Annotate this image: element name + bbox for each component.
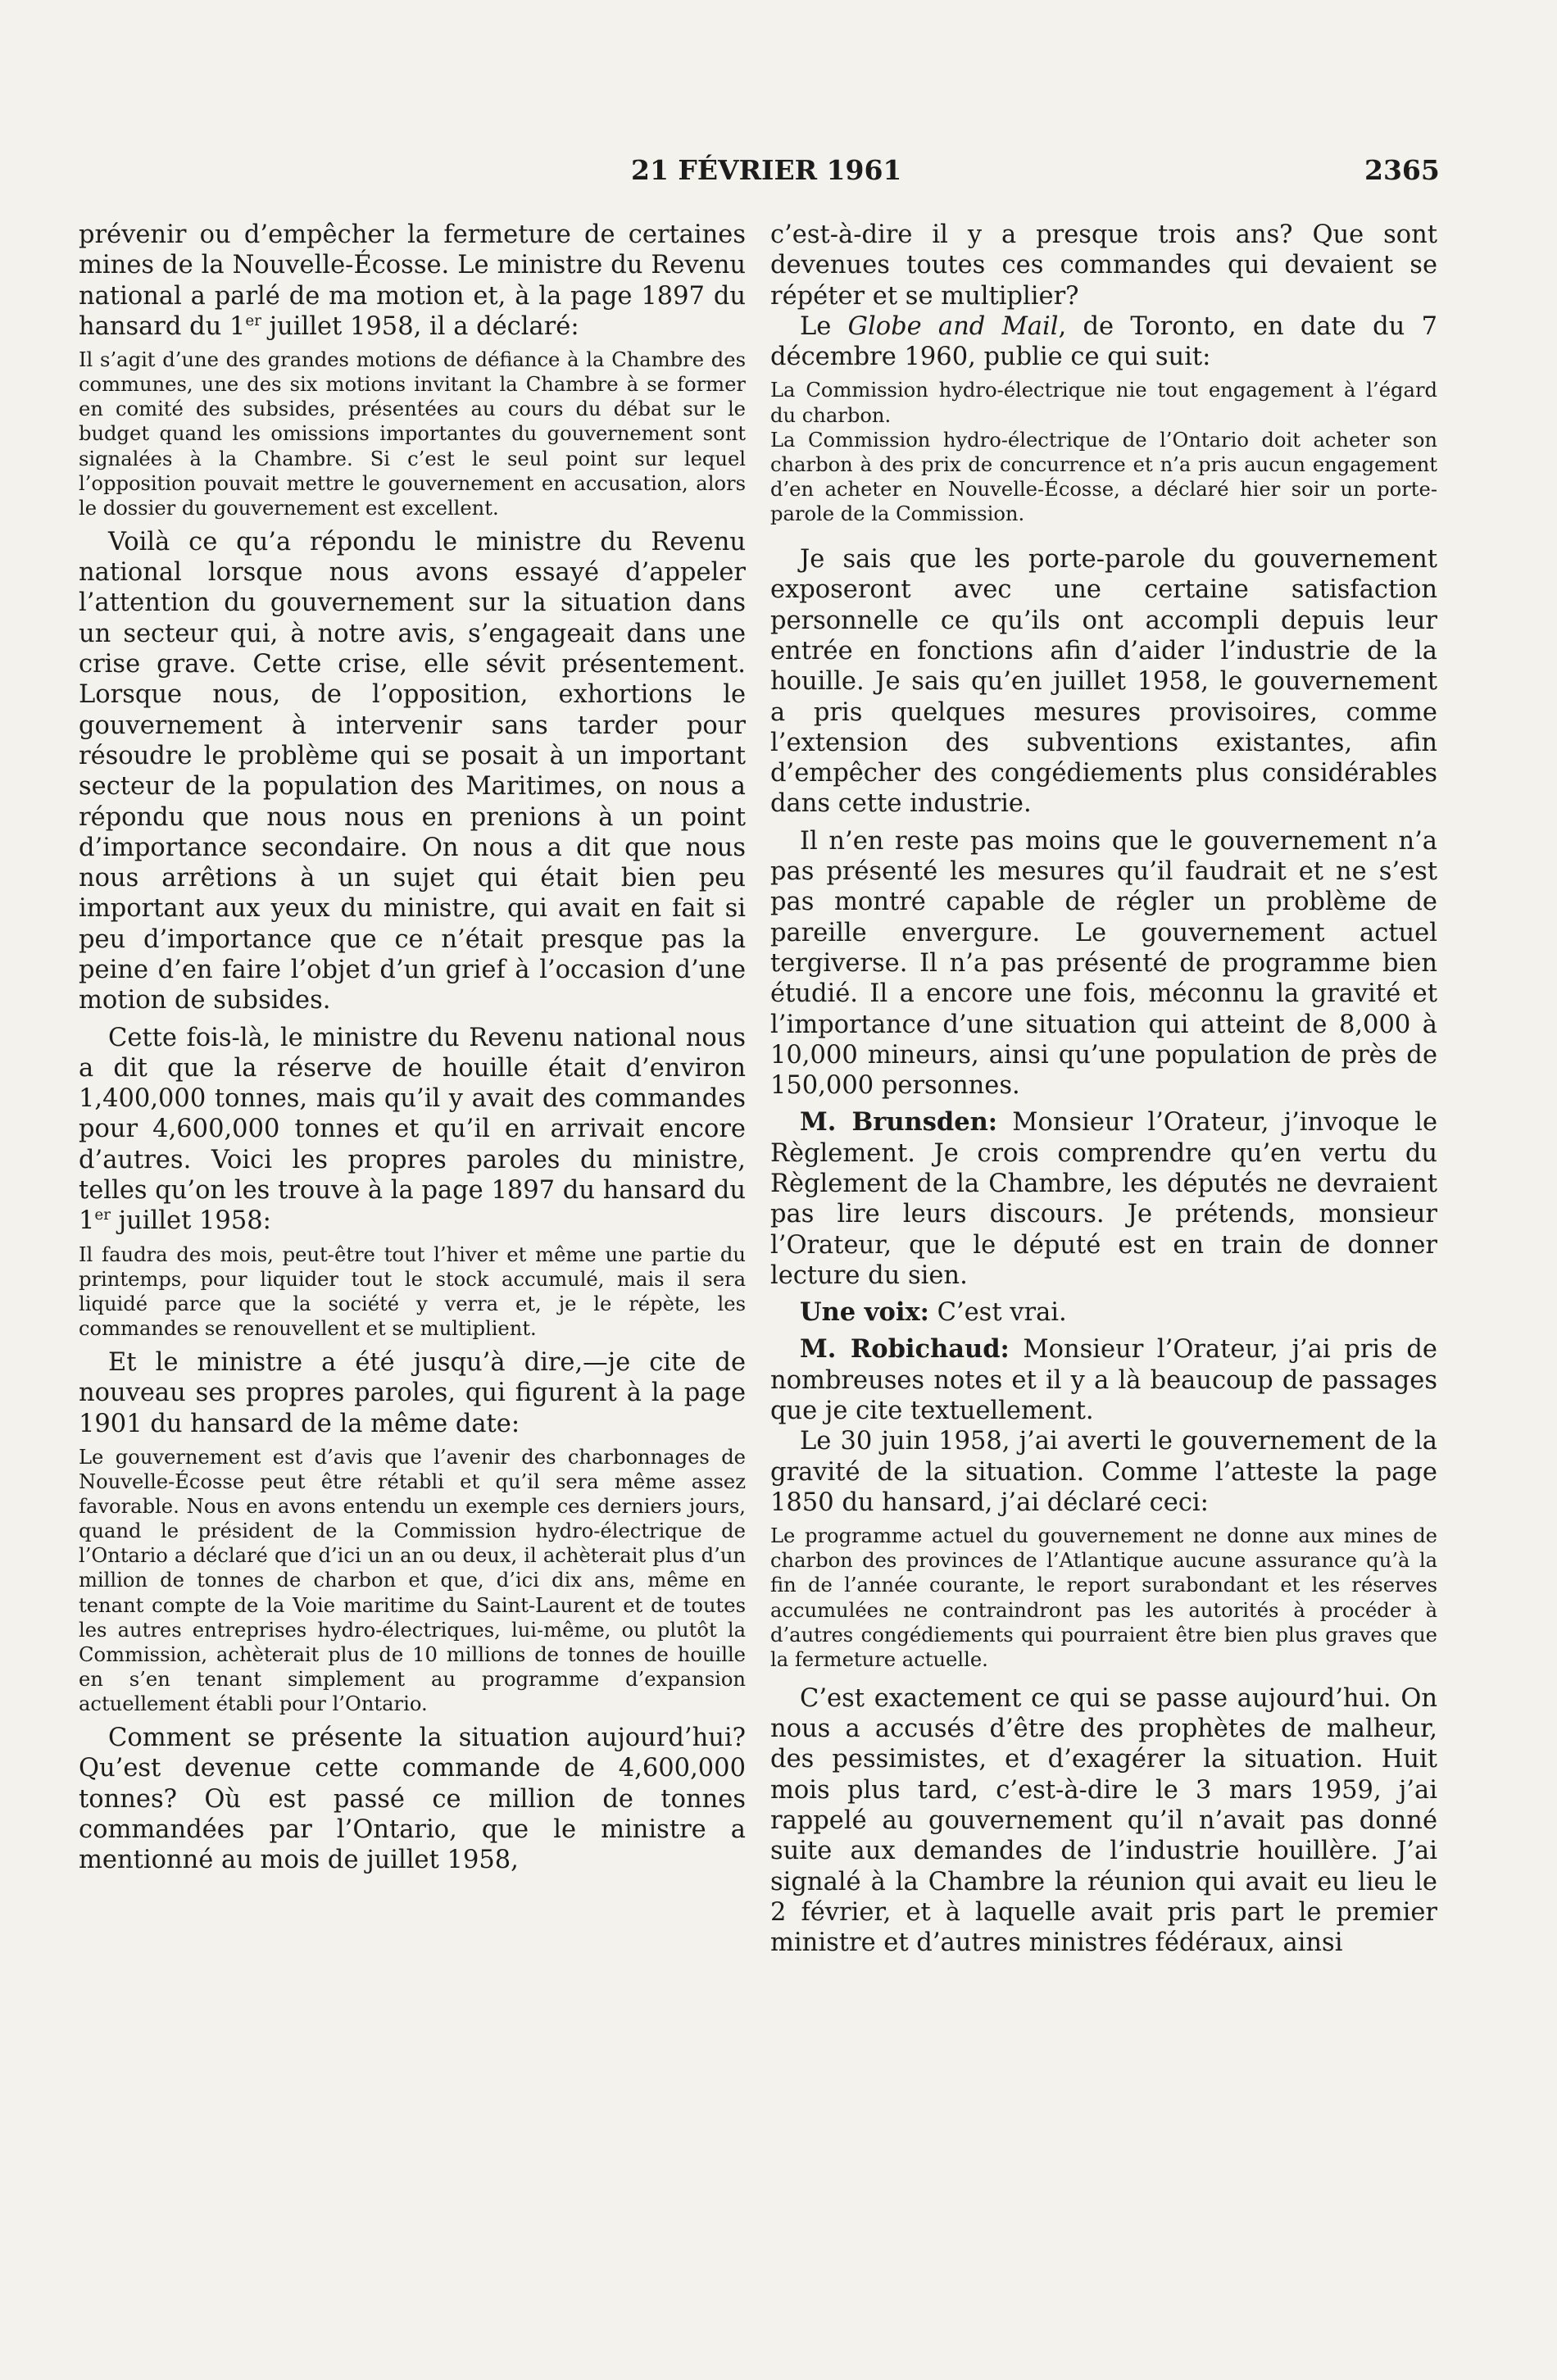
speaker-name: M. Brunsden: [800, 1107, 998, 1138]
block-quote: La Commission hydro-électrique nie tout engagement à l’égard du charbon. [770, 379, 1437, 427]
paragraph: C’est exactement ce qui se passe aujourd’hui. On nous a accusés d’être des prophètes de malheur, des pessimistes, et d’exagérer la situation. Huit mois plus tard, c’est-à-dire le 3 mars 1959, j’ai rappelé au gouvernement qu’il n’avait pas donné suite aux demandes de l’industrie houillère. J’ai signalé à la Chambre la réunion qui avait eu lieu le 2 février, et à laquelle avait pris part le premier ministre et d’autres ministres fédéraux, ainsi [770, 1683, 1437, 1958]
header-date: 21 FÉVRIER 1961 [631, 154, 902, 186]
block-quote: La Commission hydro-électrique de l’Ontario doit acheter son charbon à des prix de concurrence et n’a pris aucun engagement d’en acheter en Nouvelle-Écosse, a déclaré hier soir un porte-parole de la Commission. [770, 428, 1437, 525]
speaker-paragraph: M. Robichaud: Monsieur l’Orateur, j’ai pris de nombreuses notes et il y a là beaucoup de passages que je cite textuellement. [770, 1334, 1437, 1426]
paragraph: prévenir ou d’empêcher la fermeture de certaines mines de la Nouvelle-Écosse. Le ministre du Revenu national a parlé de ma motion et, à la page 1897 du hansard du 1er juillet 1958, il a déclaré: [79, 220, 746, 341]
page-header [0, 154, 1557, 195]
block-quote: Il faudra des mois, peut-être tout l’hiver et même une partie du printemps, pour liquider tout le stock accumulé, mais il sera liquidé parce que la société y verra et, je le répète, les commandes se renouvellent et se multiplient. [79, 1242, 746, 1340]
paragraph: Il n’en reste pas moins que le gouvernement n’a pas présenté les mesures qu’il faudrait et ne s’est pas montré capable de régler un problème de pareille envergure. Le gouvernement actuel tergiverse. Il n’a pas présenté de programme bien étudié. Il a encore une fois, méconnu la gravité et l’importance d’une situation qui atteint de 8,000 à 10,000 mineurs, ainsi qu’une population de près de 150,000 personnes. [770, 826, 1437, 1101]
paragraph: c’est-à-dire il y a presque trois ans? Que sont devenues toutes ces commandes qui devaient se répéter et se multiplier? [770, 220, 1437, 311]
page-number: 2365 [1364, 154, 1440, 186]
speaker-name: Une voix: [800, 1297, 929, 1328]
right-column [770, 220, 1437, 2203]
speaker-paragraph: Une voix: C’est vrai. [800, 1297, 1067, 1328]
speaker-name: M. Robichaud: [800, 1334, 1010, 1365]
newspaper-title: Globe and Mail [847, 311, 1059, 341]
speaker-paragraph: M. Brunsden: Monsieur l’Orateur, j’invoque le Règlement. Je crois comprendre qu’en vertu du Règlement de la Chambre, les députés ne devraient pas lire leurs discours. Je prétends, monsieur l’Orateur, que le député est en train de donner lecture du sien. [770, 1107, 1437, 1290]
block-quote: Il s’agit d’une des grandes motions de défiance à la Chambre des communes, une des six motions invitant la Chambre à se former en comité des subsides, présentées au cours du débat sur le budget quand les omissions importantes du gouvernement sont signalées à la Chambre. Si c’est le seul point sur lequel l’opposition pouvait mettre le gouvernement en accusation, alors le dossier du gouvernement est excellent. [79, 348, 746, 520]
paragraph: Le Globe and Mail, de Toronto, en date du 7 décembre 1960, publie ce qui suit: [770, 311, 1437, 372]
paragraph: Et le ministre a été jusqu’à dire,—je cite de nouveau ses propres paroles, qui figurent à la page 1901 du hansard de la même date: [79, 1348, 746, 1438]
paragraph: Le 30 juin 1958, j’ai averti le gouvernement de la gravité de la situation. Comme l’atteste la page 1850 du hansard, j’ai déclaré ceci: [770, 1427, 1437, 1517]
paragraph: Cette fois-là, le ministre du Revenu national nous a dit que la réserve de houille était d’environ 1,400,000 tonnes, mais qu’il y avait des commandes pour 4,600,000 tonnes et qu’il en arrivait encore d’autres. Voici les propres paroles du ministre, telles qu’on les trouve à la page 1897 du hansard du 1er juillet 1958: [79, 1023, 746, 1236]
paragraph: Je sais que les porte-parole du gouvernement exposeront avec une certaine satisfaction personnelle ce qu’ils ont accompli depuis leur entrée en fonctions afin d’aider l’industrie de la houille. Je sais qu’en juillet 1958, le gouvernement a pris quelques mesures provisoires, comme l’extension des subventions existantes, afin d’empêcher des congédiements plus considérables dans cette industrie. [770, 545, 1437, 819]
paragraph: Comment se présente la situation aujourd’hui? Qu’est devenue cette commande de 4,600,000 tonnes? Où est passé ce million de tonnes commandées par l’Ontario, que le ministre a mentionné au mois de juillet 1958, [79, 1723, 746, 1875]
block-quote: Le programme actuel du gouvernement ne donne aux mines de charbon des provinces de l’Atlantique aucune assurance qu’à la fin de l’année courante, le report surabondant et les réserves accumulées ne contraindront pas les autorités à procéder à d’autres congédiements qui pourraient être bien plus graves que la fermeture actuelle. [770, 1524, 1437, 1671]
block-quote: Le gouvernement est d’avis que l’avenir des charbonnages de Nouvelle-Écosse peut être rétabli et qu’il sera même assez favorable. Nous en avons entendu un exemple ces derniers jours, quand le président de la Commission hydro-électrique de l’Ontario a déclaré que d’ici un an ou deux, il achèterait plus d’un million de tonnes de charbon et que, d’ici dix ans, même en tenant compte de la Voie maritime du Saint-Laurent et de toutes les autres entreprises hydro-électriques, lui-même, ou plutôt la Commission, achèterait plus de 10 millions de tonnes de houille en s’en tenant simplement au programme d’expansion actuellement établi pour l’Ontario. [79, 1445, 746, 1715]
left-column [79, 220, 746, 2203]
paragraph: Voilà ce qu’a répondu le ministre du Revenu national lorsque nous avons essayé d’appeler l’attention du gouvernement sur la situation dans un secteur qui, à notre avis, s’engageait dans une crise grave. Cette crise, elle sévit présentement. Lorsque nous, de l’opposition, exhortions le gouvernement à intervenir sans tarder pour résoudre le problème qui se posait à un important secteur de la population des Maritimes, on nous a répondu que nous nous en prenions à un point d’importance secondaire. On nous a dit que nous nous arrêtions à un sujet qui était bien peu important aux yeux du ministre, qui avait en fait si peu d’importance que ce n’était presque pas la peine d’en faire l’objet d’un grief à l’occasion d’une motion de subsides. [79, 527, 746, 1015]
